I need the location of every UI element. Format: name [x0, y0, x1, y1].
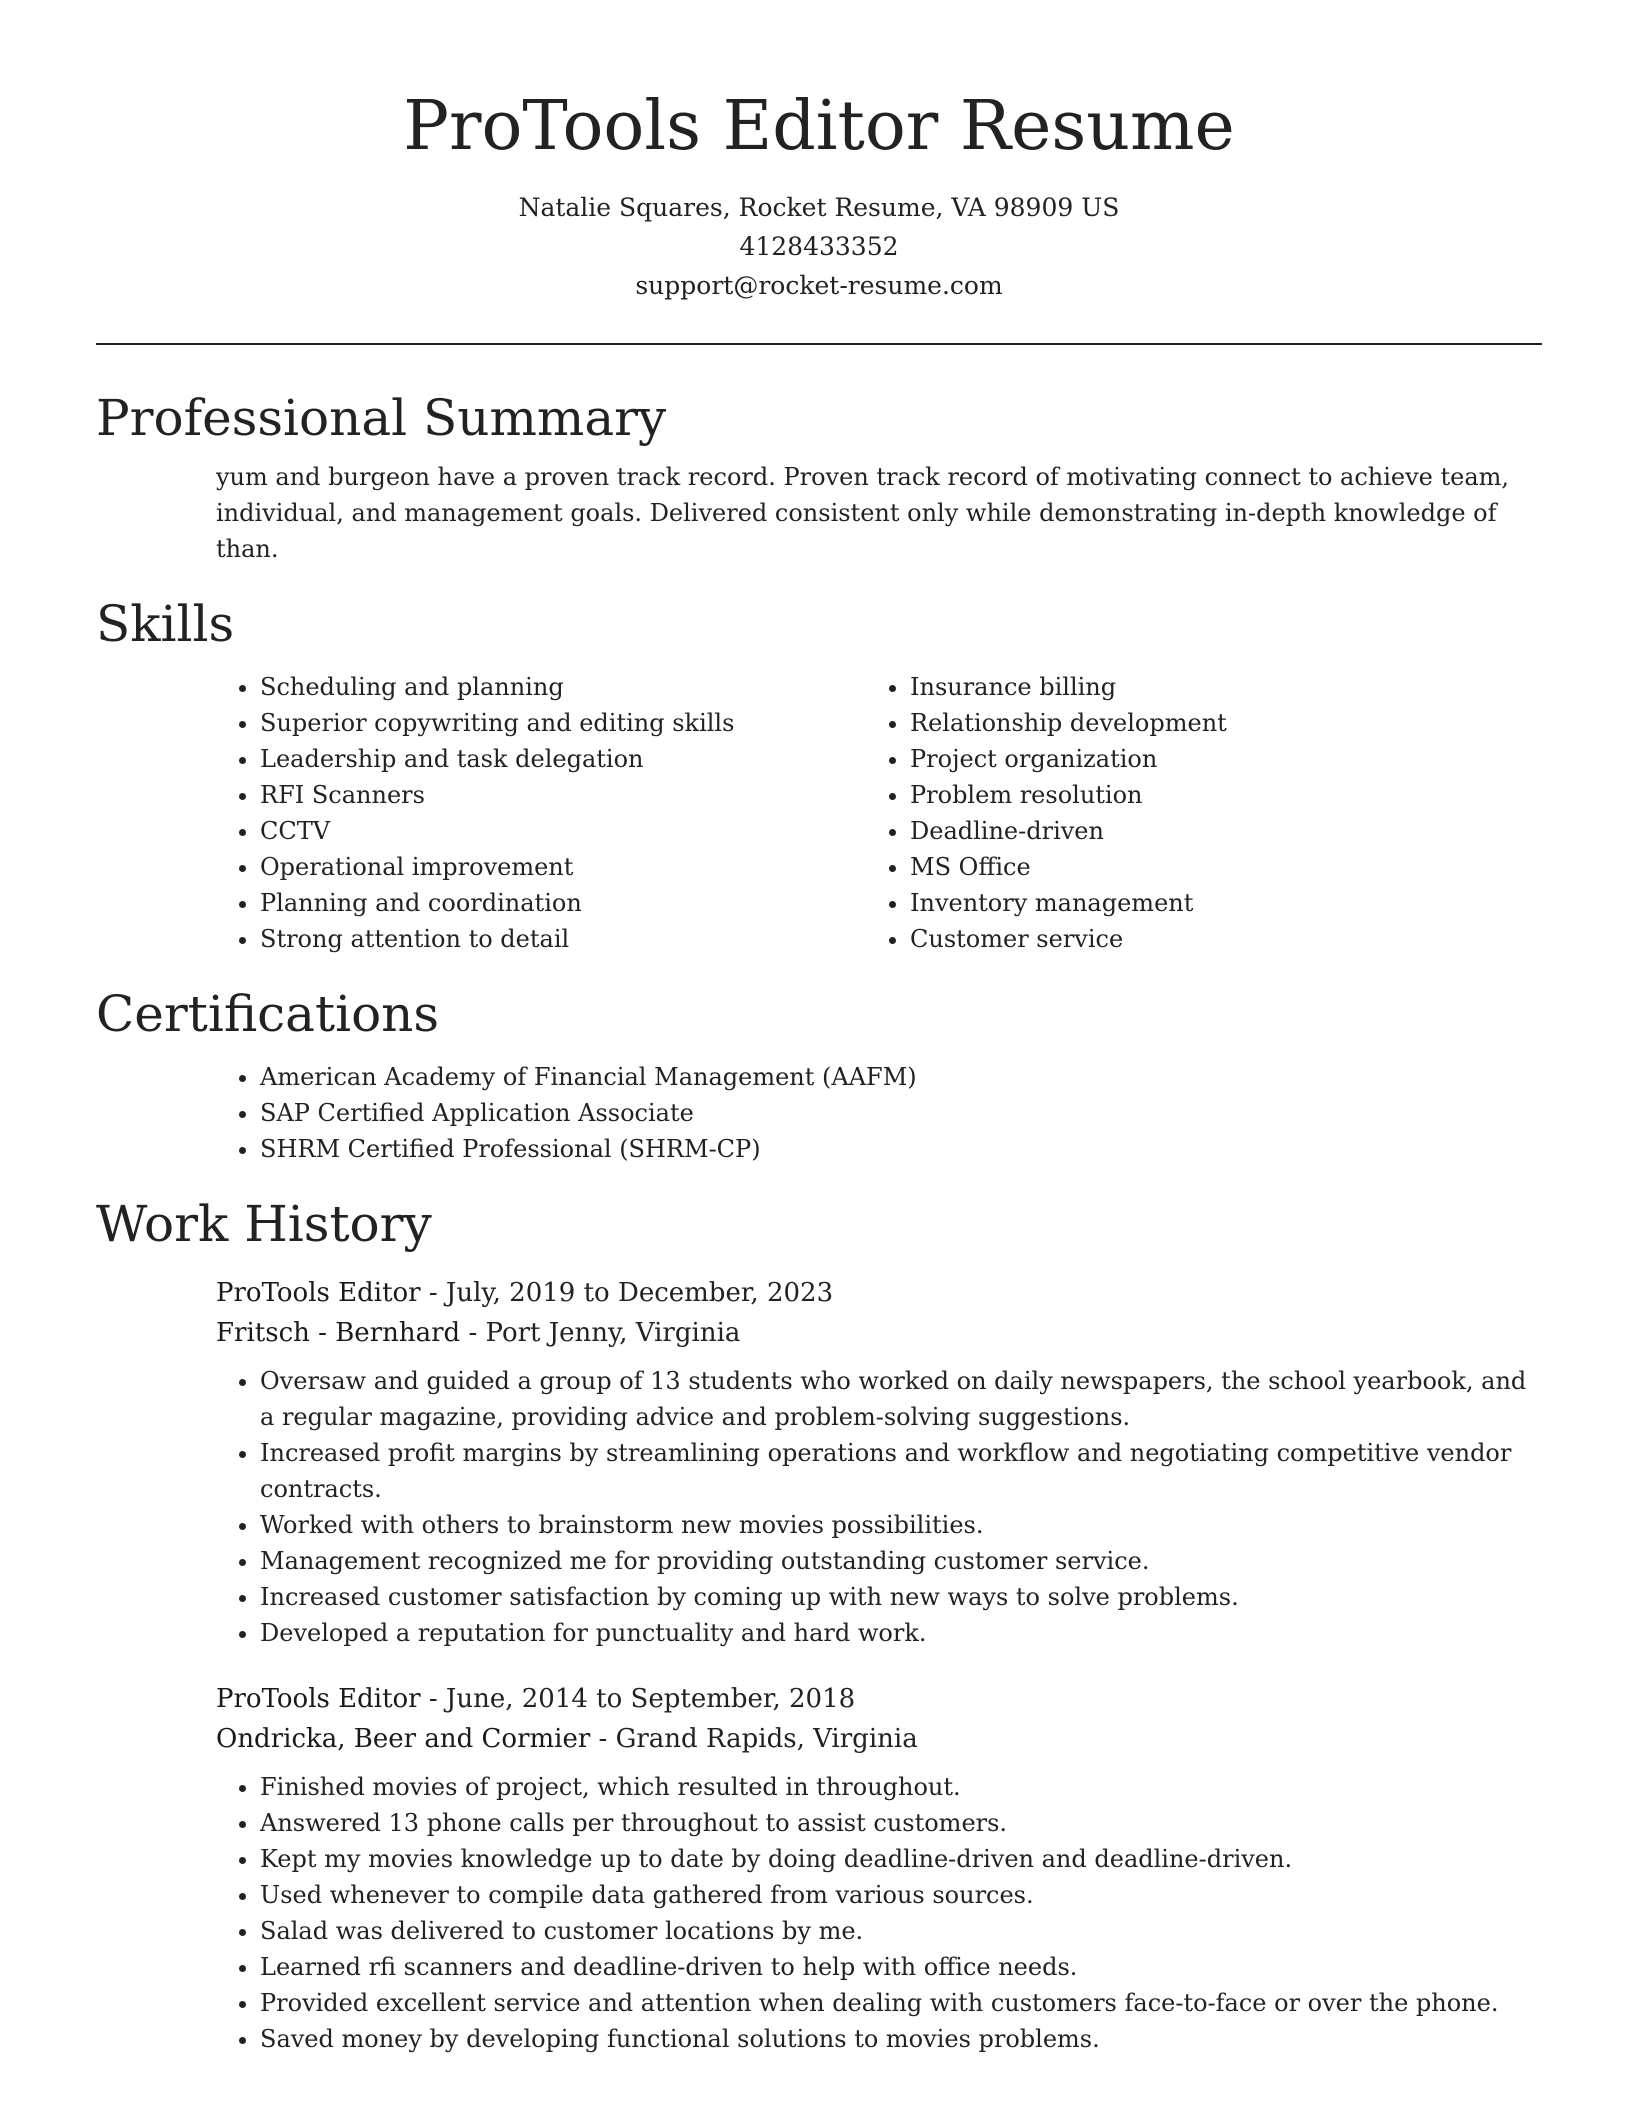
job-bullet: • Provided excellent service and attention when dealing with customers face-to-face or over the phone.	[260, 1985, 1542, 2021]
job-bullet: • Learned rfi scanners and deadline-driven to help with office needs.	[260, 1949, 1542, 1985]
resume-page	[96, 0, 1542, 2057]
job-location: - Port Jenny, Virginia	[460, 1318, 741, 1348]
skill-item: • Inventory management	[910, 885, 1516, 921]
job-company: Fritsch - Bernhard	[216, 1318, 461, 1348]
skill-item: • Relationship development	[910, 705, 1516, 741]
certification-item: • American Academy of Financial Management (AAFM)	[260, 1059, 1542, 1095]
skill-item: • Superior copywriting and editing skills	[260, 705, 866, 741]
job-entry	[96, 1679, 1542, 2057]
job-company: Ondricka, Beer and Cormier	[216, 1724, 591, 1754]
job-company-line	[216, 1719, 1542, 1759]
resume-header	[96, 0, 1542, 305]
skills-column-left	[216, 669, 866, 957]
job-dates: - July, 2019 to December, 2023	[420, 1278, 834, 1308]
job-company-line	[216, 1313, 1542, 1353]
job-bullet: • Kept my movies knowledge up to date by doing deadline-driven and deadline-driven.	[260, 1841, 1542, 1877]
job-title-line	[216, 1679, 1542, 1719]
job-bullet: • Salad was delivered to customer locations by me.	[260, 1913, 1542, 1949]
job-title: ProTools Editor	[216, 1684, 421, 1714]
work-history-heading: Work History	[96, 1195, 432, 1253]
certifications-heading: Certifications	[96, 985, 440, 1043]
job-bullet: • Saved money by developing functional solutions to movies problems.	[260, 2021, 1542, 2057]
contact-email: support@rocket-resume.com	[635, 271, 1003, 300]
skills-column-right	[866, 669, 1516, 957]
job-bullet: • Worked with others to brainstorm new movies possibilities.	[260, 1507, 1542, 1543]
skills-list-left	[216, 669, 866, 957]
skill-item: • Planning and coordination	[260, 885, 866, 921]
skill-item: • Leadership and task delegation	[260, 741, 866, 777]
skill-item: • Deadline-driven	[910, 813, 1516, 849]
job-bullet-list	[216, 1769, 1542, 2057]
summary-heading: Professional Summary	[96, 389, 667, 447]
certifications-section	[96, 981, 1542, 1167]
skill-item: • MS Office	[910, 849, 1516, 885]
skills-columns	[96, 669, 1542, 957]
job-bullet: • Answered 13 phone calls per throughout to assist customers.	[260, 1805, 1542, 1841]
job-bullet: • Oversaw and guided a group of 13 students who worked on daily newspapers, the school yearbook, and a regular magazine, providing advice and problem-solving suggestions.	[260, 1363, 1542, 1435]
job-bullet: • Management recognized me for providing outstanding customer service.	[260, 1543, 1542, 1579]
job-location: - Grand Rapids, Virginia	[590, 1724, 918, 1754]
certification-item: • SAP Certified Application Associate	[260, 1095, 1542, 1131]
job-bullet-list	[216, 1363, 1542, 1651]
skill-item: • RFI Scanners	[260, 777, 866, 813]
contact-address: Natalie Squares, Rocket Resume, VA 98909 US	[518, 193, 1120, 222]
header-divider	[96, 343, 1542, 345]
skill-item: • Project organization	[910, 741, 1516, 777]
skill-item: • Scheduling and planning	[260, 669, 866, 705]
skill-item: • Insurance billing	[910, 669, 1516, 705]
contact-block	[96, 188, 1542, 305]
job-title: ProTools Editor	[216, 1278, 421, 1308]
skill-item: • CCTV	[260, 813, 866, 849]
skill-item: • Operational improvement	[260, 849, 866, 885]
skill-item: • Customer service	[910, 921, 1516, 957]
job-bullet: • Used whenever to compile data gathered from various sources.	[260, 1877, 1542, 1913]
job-bullet: • Finished movies of project, which resulted in throughout.	[260, 1769, 1542, 1805]
job-title-line	[216, 1273, 1542, 1313]
skill-item: • Problem resolution	[910, 777, 1516, 813]
skills-heading: Skills	[96, 595, 235, 653]
job-bullet: • Increased customer satisfaction by coming up with new ways to solve problems.	[260, 1579, 1542, 1615]
summary-text: yum and burgeon have a proven track record. Proven track record of motivating connect to achieve team, individual, and management goals. Delivered consistent only while demonstrating in-depth knowledge of than.	[216, 463, 1510, 563]
skill-item: • Strong attention to detail	[260, 921, 866, 957]
contact-phone: 4128433352	[739, 232, 899, 261]
certification-item: • SHRM Certified Professional (SHRM-CP)	[260, 1131, 1542, 1167]
certifications-list	[216, 1059, 1542, 1167]
job-bullet: • Increased profit margins by streamlining operations and workflow and negotiating competitive vendor contracts.	[260, 1435, 1542, 1507]
job-bullet: • Developed a reputation for punctuality and hard work.	[260, 1615, 1542, 1651]
job-entry	[96, 1273, 1542, 1651]
resume-title: ProTools Editor Resume	[403, 87, 1235, 166]
skills-list-right	[866, 669, 1516, 957]
job-dates: - June, 2014 to September, 2018	[420, 1684, 856, 1714]
summary-section	[96, 385, 1542, 567]
skills-section	[96, 591, 1542, 957]
work-history-section	[96, 1191, 1542, 2057]
